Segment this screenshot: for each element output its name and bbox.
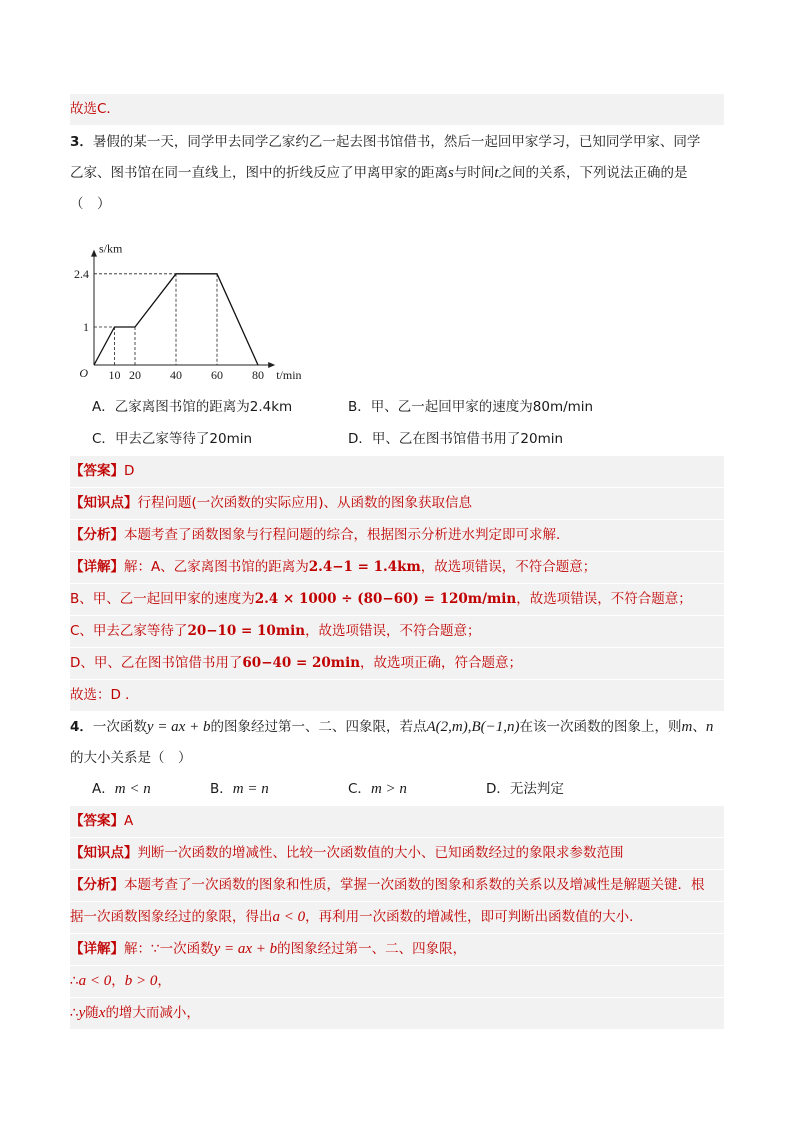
x-tick-label-3: 60 [211, 368, 223, 382]
q4-stem-line2-text: 的大小关系是（ ） [70, 750, 192, 766]
q3-detail1-text: 解：A、乙家离图书馆的距离为 [124, 559, 309, 575]
q3-option-c[interactable] [92, 428, 252, 450]
q3-detail2-text: B、甲、乙一起回甲家的速度为 [70, 591, 255, 607]
q4-detail3-var-x: x [98, 1005, 106, 1021]
q4-knowledge [70, 838, 724, 869]
q4-analysis-line2 [70, 902, 724, 933]
q3-answer [70, 456, 724, 487]
q3-stem-text2b: 与时间 [453, 165, 495, 181]
q4-detail2-math2: b > 0 [124, 973, 158, 989]
q4-detail1-tail: 的图象经过第一、二、四象限， [277, 941, 467, 957]
q4-knowledge-text: 判断一次函数的增减性、比较一次函数值的大小、已知函数经过的象限求参数范围 [137, 845, 624, 861]
x-axis-label: t/min [276, 368, 302, 382]
q3-conclusion [70, 680, 724, 711]
q4-option-b-text: m = n [232, 781, 269, 797]
q3-detail3-text: C、甲去乙家等待了 [70, 623, 188, 639]
q3-detail-line1 [70, 552, 724, 583]
q4-points: A(2,m),B(−1,n) [426, 719, 520, 735]
q4-var-m: m [681, 719, 693, 735]
q3-analysis-text: 本题考查了函数图象与行程问题的综合，根据图示分析进水判定即可求解． [124, 527, 570, 543]
q4-option-a-text: m < n [114, 781, 151, 797]
q4-detail3-tail: 的增大而减小， [105, 1005, 200, 1021]
q3-detail1-math: 2.4−1 = 1.4km [308, 559, 421, 575]
q4-knowledge-tag: 【知识点】 [70, 845, 138, 861]
prev-conclusion [70, 94, 724, 125]
q4-option-d-text: 无法判定 [509, 781, 564, 797]
q3-detail4-tail: ，故选项正确，符合题意； [360, 655, 523, 671]
y-tick-label-1: 2.4 [74, 266, 89, 281]
x-tick-label-0: 10 [108, 368, 121, 382]
q3-stem-line1 [70, 127, 724, 158]
distance-time-chart [70, 222, 310, 382]
q4-analysis-line1 [70, 870, 724, 901]
q3-option-a-letter: A． [92, 399, 115, 415]
q4-stem-line2 [70, 743, 724, 774]
q3-option-c-letter: C． [92, 431, 115, 447]
y-tick-label-0: 1 [83, 320, 89, 334]
q3-detail1-tail: ，故选项错误，不符合题意； [420, 559, 597, 575]
q4-func: y = ax + b [146, 719, 211, 735]
x-tick-label-2: 40 [170, 368, 182, 382]
x-tick-label-4: 80 [252, 368, 264, 382]
origin-label: O [79, 366, 88, 380]
q3-stem-line3 [70, 189, 724, 220]
prev-conclusion-text: 故选C． [70, 101, 120, 117]
q3-conclusion-text: 故选：D ． [70, 687, 139, 703]
q4-option-c-letter: C． [348, 781, 371, 797]
q3-number: 3． [70, 134, 93, 150]
q4-detail2-math1: a < 0 [78, 973, 112, 989]
q4-detail-line3 [70, 998, 724, 1029]
q4-detail1-math: y = ax + b [213, 941, 278, 957]
q4-detail2-tail: ， [157, 973, 171, 989]
q3-option-b-text: 甲、乙一起回甲家的速度为80m/min [370, 399, 594, 415]
q3-option-b-letter: B． [348, 399, 371, 415]
q4-option-b[interactable] [210, 778, 269, 800]
q3-option-a-text: 乙家离图书馆的距离为2.4km [114, 399, 293, 415]
q3-stem-line2 [70, 158, 724, 189]
q3-analysis-tag: 【分析】 [70, 527, 124, 543]
q3-stem-text1: 暑假的某一天，同学甲去同学乙家约乙一起去图书馆借书，然后一起回甲家学习，已知同学甲家、同学 [92, 134, 701, 150]
q3-option-d[interactable] [348, 428, 563, 450]
q4-analysis-text2b: ，再利用一次函数的增减性，即可判断出函数值的大小． [305, 909, 643, 925]
q4-option-d-letter: D． [486, 781, 510, 797]
q4-detail3-var-y: y [78, 1005, 86, 1021]
q4-analysis-text2a: 据一次函数图象经过的象限，得出 [70, 909, 273, 925]
q3-var-t: t [494, 165, 499, 181]
q3-detail3-tail: ，故选项错误，不符合题意； [305, 623, 481, 639]
q4-stem-b: 的图象经过第一、二、四象限，若点 [210, 719, 427, 735]
q4-option-c[interactable] [348, 778, 407, 800]
q3-option-b[interactable] [348, 396, 593, 418]
q4-detail3-text: 随 [85, 1005, 99, 1021]
q3-detail4-text: D、甲、乙在图书馆借书用了 [70, 655, 243, 671]
q3-knowledge-text: 行程问题(一次函数的实际应用)、从函数的图象获取信息 [137, 495, 473, 511]
q3-answer-tag: 【答案】 [70, 463, 124, 479]
q4-stem-d: 、 [692, 719, 706, 735]
q4-detail3-therefore: ∴ [70, 1005, 79, 1021]
q4-option-a[interactable] [92, 778, 151, 800]
q4-stem-line1 [70, 712, 724, 743]
q3-detail2-tail: ，故选项错误，不符合题意； [516, 591, 692, 607]
q4-stem-c: 在该一次函数的图象上，则 [519, 719, 682, 735]
q4-analysis-text1: 本题考查了一次函数的图象和性质，掌握一次函数的图象和系数的关系以及增减性是解题关键．根 [124, 877, 705, 893]
y-axis-arrow [91, 250, 97, 257]
q4-detail-tag: 【详解】 [70, 941, 124, 957]
y-axis-label: s/km [99, 241, 123, 256]
q3-option-d-letter: D． [348, 431, 372, 447]
q4-stem-a: 一次函数 [92, 719, 147, 735]
q3-option-d-text: 甲、乙在图书馆借书用了20min [371, 431, 564, 447]
q3-option-a[interactable] [92, 396, 292, 418]
q3-stem-text2a: 乙家、图书馆在同一直线上，图中的折线反应了甲离甲家的距离 [70, 165, 448, 181]
q4-number: 4． [70, 719, 93, 735]
q4-answer-value: A [124, 813, 134, 829]
q4-option-d[interactable] [486, 778, 564, 800]
q3-answer-value: D [124, 463, 135, 479]
q3-detail4-math: 60−40 = 20min [242, 655, 361, 671]
q3-knowledge-tag: 【知识点】 [70, 495, 138, 511]
q3-var-s: s [448, 165, 454, 181]
q4-analysis-tag: 【分析】 [70, 877, 124, 893]
q4-detail2-therefore: ∴ [70, 973, 79, 989]
q4-detail1-text: 解：∵一次函数 [124, 941, 214, 957]
q4-detail-line2 [70, 966, 724, 997]
q3-analysis [70, 520, 724, 551]
q4-detail2-sep: ， [111, 973, 125, 989]
x-axis-arrow [268, 362, 275, 368]
q3-blank: （ ） [70, 196, 111, 212]
q4-answer [70, 806, 724, 837]
q3-detail3-math: 20−10 = 10min [187, 623, 306, 639]
q3-option-c-text: 甲去乙家等待了20min [114, 431, 253, 447]
q3-detail-line4 [70, 648, 724, 679]
q4-option-c-text: m > n [370, 781, 407, 797]
q4-option-a-letter: A． [92, 781, 115, 797]
q3-stem-text2c: 之间的关系，下列说法正确的是 [498, 165, 688, 181]
q3-knowledge [70, 488, 724, 519]
q3-detail2-math: 2.4 × 1000 ÷ (80−60) = 120m/min [254, 591, 517, 607]
q3-detail-tag: 【详解】 [70, 559, 124, 575]
q4-detail-line1 [70, 934, 724, 965]
q4-option-b-letter: B． [210, 781, 233, 797]
q4-var-n: n [705, 719, 714, 735]
q3-detail-line3 [70, 616, 724, 647]
q3-detail-line2 [70, 584, 724, 615]
q4-analysis-math: a < 0 [272, 909, 306, 925]
x-tick-label-1: 20 [129, 368, 141, 382]
q4-answer-tag: 【答案】 [70, 813, 124, 829]
